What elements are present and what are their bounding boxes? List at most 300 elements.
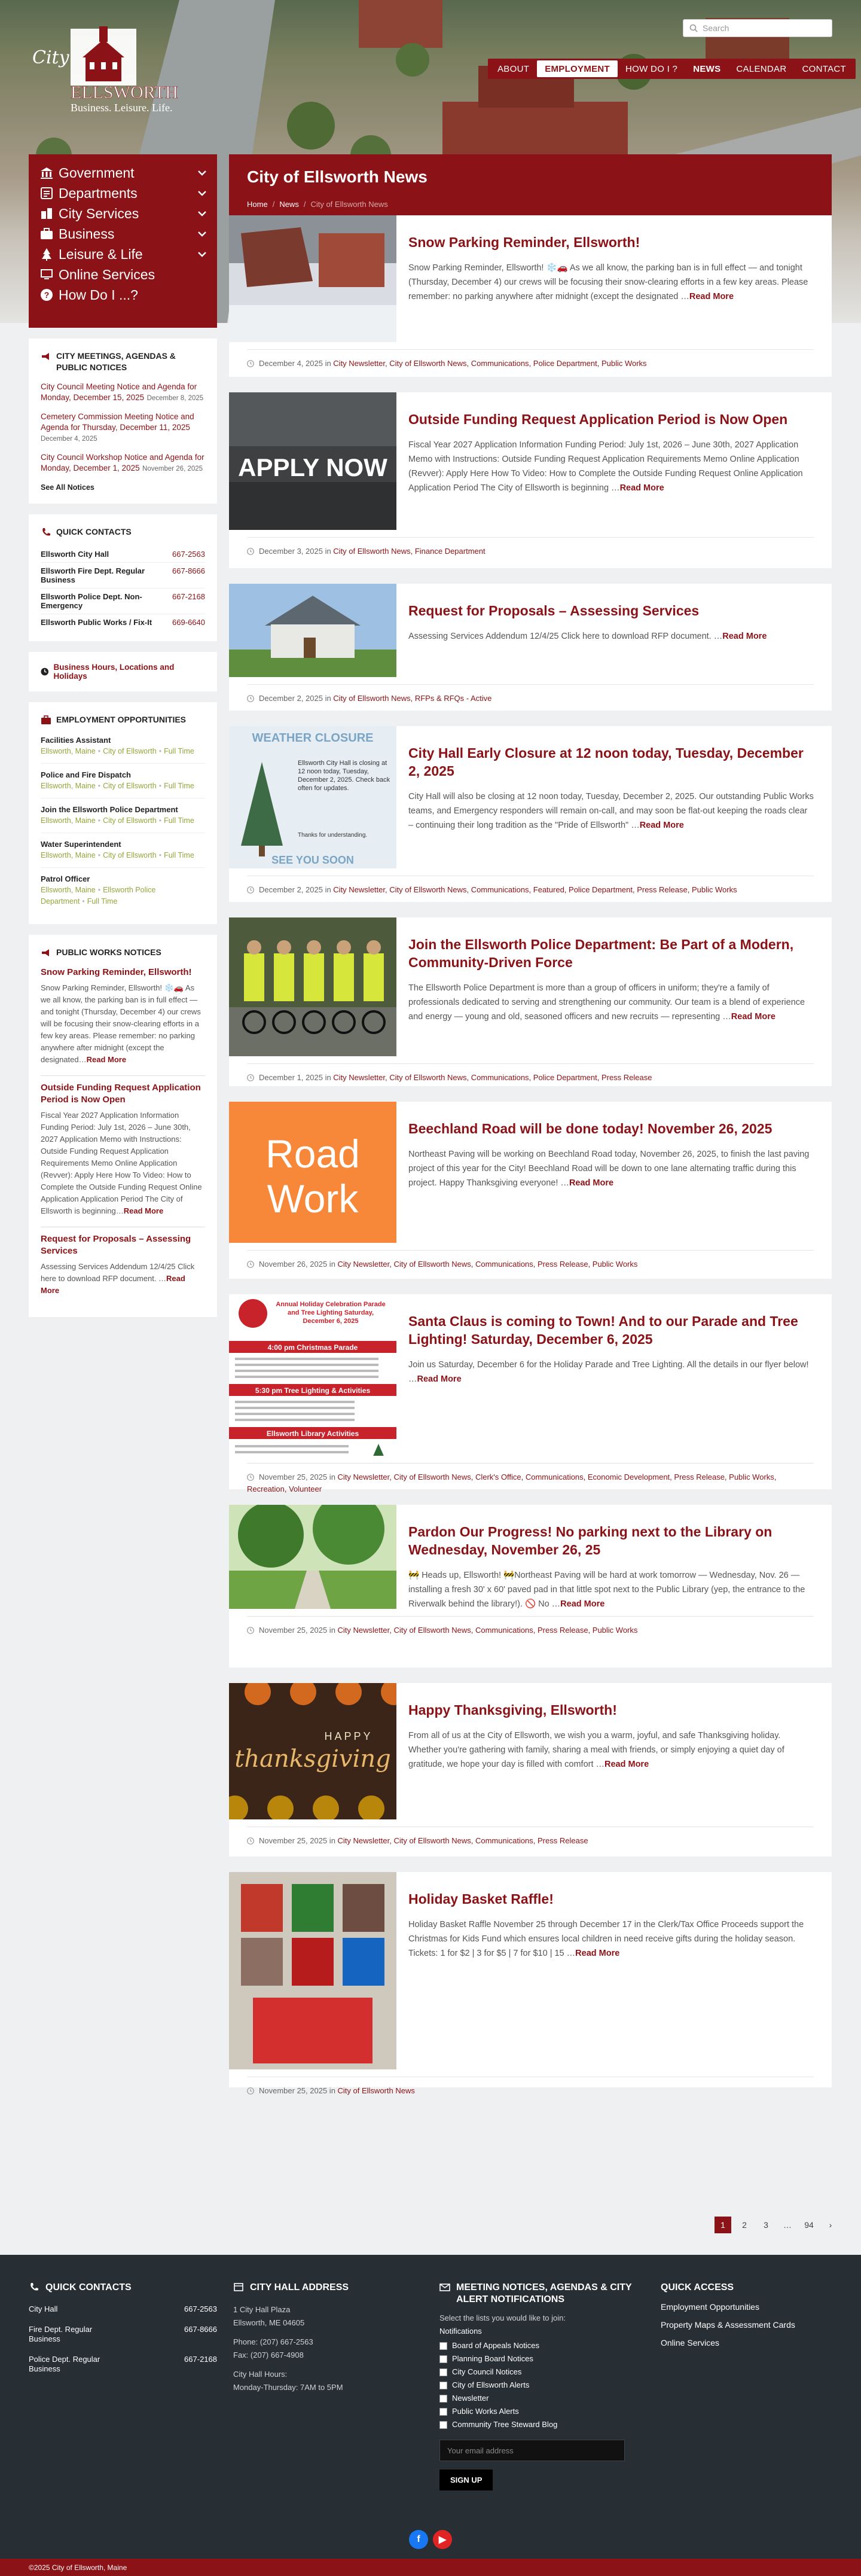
contact-phone[interactable]: 667-2563 bbox=[172, 550, 205, 559]
meeting-date: December 8, 2025 bbox=[146, 395, 204, 402]
separator: • bbox=[158, 851, 162, 859]
job-location: Ellsworth, Maine bbox=[41, 816, 96, 825]
notification-checkbox[interactable] bbox=[439, 2380, 637, 2391]
nav-contact[interactable]: CONTACT bbox=[802, 63, 846, 74]
excerpt-text: City Hall will also be closing at 12 noon today, Tuesday, December 2, 2025. Our outstanding Public Works teams, and Emergency responders will remain on-call, and may soon be flat-out keeping the roads clear – continuing their long tradition as the "Pride of Ellsworth" … bbox=[408, 792, 814, 830]
post-image[interactable] bbox=[229, 1683, 396, 1819]
notice-body: Snow Parking Reminder, Ellsworth! ❄️🚗 As we all know, the parking ban is in full effect — and tonight (Thursday, December 4) our crews will be focusing their snow-clearing efforts in a few key areas. Please remember: no parking anywhere after midnight (except the designated… bbox=[41, 983, 201, 1064]
widget-title: PUBLIC WORKS NOTICES bbox=[56, 947, 161, 957]
building-icon bbox=[233, 2282, 244, 2293]
post-title-link[interactable]: Request for Proposals – Assessing Services bbox=[408, 603, 700, 618]
library-lawn-photo bbox=[229, 1505, 396, 1609]
social-links bbox=[409, 2530, 452, 2549]
notice-title-link[interactable]: Outside Funding Request Application Period is Now Open bbox=[41, 1083, 201, 1105]
leisure-icon bbox=[39, 247, 54, 261]
divider bbox=[247, 349, 814, 350]
pagination bbox=[715, 2217, 839, 2233]
post-body bbox=[408, 1505, 814, 1611]
footer-title: MEETING NOTICES, AGENDAS & CITY ALERT NOTIFICATIONS bbox=[456, 2282, 632, 2304]
signup-button[interactable]: SIGN UP bbox=[439, 2470, 493, 2490]
business-icon bbox=[39, 227, 54, 241]
post-body bbox=[408, 215, 814, 304]
news-post bbox=[229, 215, 832, 377]
post-categories[interactable]: City Newsletter, City of Ellsworth News, Clerk's Office, Communications, Economic Development, Press Release, Public Works, Recreation, Volunteer bbox=[247, 1473, 777, 1493]
post-excerpt bbox=[408, 1917, 814, 1961]
post-body bbox=[408, 392, 814, 495]
chevron-down-icon bbox=[197, 228, 207, 239]
employment-widget bbox=[29, 702, 217, 924]
notice-body: Assessing Services Addendum 12/4/25 Click here to download RFP document. … bbox=[41, 1262, 195, 1283]
contact-row bbox=[41, 614, 205, 630]
notif-label: Notifications bbox=[439, 2327, 482, 2336]
post-date: November 25, 2025 bbox=[259, 1626, 328, 1635]
page-button[interactable]: 1 bbox=[715, 2217, 731, 2233]
separator: • bbox=[97, 816, 101, 825]
post-categories[interactable]: City Newsletter, City of Ellsworth News, Communications, Featured, Police Department, Press Release, Public Works bbox=[333, 885, 737, 894]
page-button[interactable]: … bbox=[783, 2220, 792, 2230]
notice-title-link[interactable]: Snow Parking Reminder, Ellsworth! bbox=[41, 967, 192, 977]
nav-news[interactable]: NEWS bbox=[693, 63, 721, 74]
contact-phone[interactable]: 667-2563 bbox=[184, 2304, 217, 2313]
post-body bbox=[408, 917, 814, 1024]
side-menu-label: Departments bbox=[59, 185, 138, 201]
read-more-link[interactable]: Read More bbox=[604, 1760, 649, 1769]
job-title-link[interactable]: Water Superintendent bbox=[41, 840, 121, 849]
excerpt-text: Snow Parking Reminder, Ellsworth! ❄️🚗 As we all know, the parking ban is in full effect — and tonight (Thursday, December 4) our crews will be focusing their snow-clearing efforts in a few key areas. Please remember: no parking anywhere after midnight (except the designated … bbox=[408, 263, 808, 301]
job-location: Ellsworth, Maine bbox=[41, 747, 96, 755]
list-item bbox=[41, 1076, 205, 1227]
footer bbox=[0, 2255, 861, 2559]
post-excerpt bbox=[408, 789, 814, 833]
post-image[interactable] bbox=[229, 1102, 396, 1243]
image-footer: SEE YOU SOON bbox=[271, 854, 354, 866]
post-image[interactable] bbox=[229, 584, 396, 677]
notice-title-link[interactable]: Request for Proposals – Assessing Services bbox=[41, 1234, 191, 1256]
clock-icon bbox=[41, 667, 49, 676]
post-excerpt bbox=[408, 629, 814, 644]
side-menu-label: Government bbox=[59, 164, 135, 181]
post-title-link[interactable]: Pardon Our Progress! No parking next to the Library on Wednesday, November 26, 25 bbox=[408, 1524, 773, 1557]
page-button[interactable]: 2 bbox=[742, 2220, 747, 2230]
checkbox[interactable] bbox=[439, 2382, 447, 2389]
page-header bbox=[229, 154, 832, 215]
post-title-link[interactable]: Holiday Basket Raffle! bbox=[408, 1891, 554, 1907]
news-post bbox=[229, 392, 832, 568]
divider bbox=[247, 537, 814, 538]
excerpt-text: From all of us at the City of Ellsworth, we wish you a warm, joyful, and safe Thanksgiving holiday. Whether you're gathering with family, sharing a meal with friends, or simply enjoying a quiet day of gratitude, we hope your day is filled with comfort … bbox=[408, 1731, 784, 1769]
notification-checkbox[interactable] bbox=[439, 2367, 637, 2377]
notification-checkbox[interactable] bbox=[439, 2340, 637, 2351]
side-menu-departments[interactable] bbox=[39, 183, 207, 203]
apply-now-image bbox=[229, 392, 396, 530]
quick-access-link[interactable]: Property Maps & Assessment Cards bbox=[661, 2320, 795, 2330]
list-item bbox=[41, 382, 205, 403]
clock-icon bbox=[247, 1627, 254, 1634]
widget-title: CITY MEETINGS, AGENDAS & PUBLIC NOTICES bbox=[56, 351, 176, 372]
checkbox-label: Planning Board Notices bbox=[452, 2354, 533, 2363]
news-post bbox=[229, 584, 832, 711]
read-more-link[interactable]: Read More bbox=[575, 1949, 620, 1958]
post-meta bbox=[247, 358, 814, 370]
holiday-parade-flyer bbox=[229, 1294, 396, 1456]
page-button[interactable]: 3 bbox=[764, 2220, 768, 2230]
excerpt-text: The Ellsworth Police Department is more than a group of officers in uniform; they're a family of professionals dedicated to serving and strengthening our community. Our team is a blend of experience and energy — young and old, seasoned officers and new recruits — representing … bbox=[408, 983, 805, 1022]
footer-contacts bbox=[29, 2282, 217, 2374]
post-title-link[interactable]: Outside Funding Request Application Period is Now Open bbox=[408, 411, 788, 427]
read-more-link[interactable]: Read More bbox=[639, 821, 684, 830]
clock-icon bbox=[247, 886, 254, 894]
envelope-icon bbox=[439, 2282, 450, 2293]
post-title-link[interactable]: Santa Claus is coming to Town! And to our Parade and Tree Lighting! Saturday, December 6, 2025 bbox=[408, 1313, 798, 1347]
contact-name: Ellsworth Public Works / Fix-It bbox=[41, 618, 152, 627]
post-meta bbox=[247, 545, 814, 557]
read-more-link[interactable]: Read More bbox=[41, 1274, 185, 1295]
facebook-icon[interactable]: f bbox=[409, 2530, 428, 2549]
post-body bbox=[408, 1294, 814, 1386]
news-post bbox=[229, 917, 832, 1086]
weather-closure-image bbox=[229, 726, 396, 868]
divider bbox=[247, 684, 814, 685]
footer-quick-access bbox=[661, 2282, 834, 2348]
city-services-icon bbox=[39, 206, 54, 221]
post-categories[interactable]: City of Ellsworth News bbox=[337, 2086, 415, 2095]
image-body: Ellsworth City Hall is closing at 12 noon today, Tuesday, December 2, 2025. Check back often for updates. bbox=[298, 760, 390, 792]
clock-icon bbox=[247, 695, 254, 702]
read-more-link[interactable]: Read More bbox=[123, 1206, 164, 1215]
post-image[interactable] bbox=[229, 1872, 396, 2069]
snowy-street-photo bbox=[229, 215, 396, 342]
post-date: November 26, 2025 bbox=[259, 1260, 328, 1269]
side-menu-label: Online Services bbox=[59, 266, 155, 282]
post-meta bbox=[247, 1471, 814, 1495]
clock-icon bbox=[247, 1474, 254, 1481]
contact-phone[interactable]: 667-8666 bbox=[184, 2325, 217, 2334]
contact-name: Ellsworth Fire Dept. Regular Business bbox=[41, 566, 145, 584]
contact-phone[interactable]: 669-6640 bbox=[172, 618, 205, 627]
side-menu-city-services[interactable] bbox=[39, 203, 207, 224]
meeting-date: November 26, 2025 bbox=[142, 465, 203, 472]
side-menu-label: Leisure & Life bbox=[59, 246, 143, 262]
divider bbox=[247, 1250, 814, 1251]
post-title-link[interactable]: Happy Thanksgiving, Ellsworth! bbox=[408, 1702, 617, 1718]
government-icon bbox=[39, 166, 54, 180]
footer-title: QUICK ACCESS bbox=[661, 2282, 734, 2293]
contact-row bbox=[29, 2355, 217, 2374]
list-item bbox=[41, 452, 205, 474]
side-menu-government[interactable] bbox=[39, 163, 207, 183]
post-title-link[interactable]: Join the Ellsworth Police Department: Be Part of a Modern, Community-Driven Force bbox=[408, 937, 794, 970]
chevron-down-icon bbox=[197, 208, 207, 219]
meeting-link[interactable]: City Council Workshop Notice and Agenda for Monday, December 1, 2025 bbox=[41, 453, 204, 472]
side-menu-label: How Do I ...? bbox=[59, 286, 138, 303]
chevron-down-icon bbox=[197, 188, 207, 199]
checkbox[interactable] bbox=[439, 2395, 447, 2403]
nav-employment[interactable]: EMPLOYMENT bbox=[537, 60, 618, 77]
contact-row bbox=[41, 563, 205, 589]
notification-checkbox[interactable] bbox=[439, 2354, 637, 2364]
post-image[interactable] bbox=[229, 392, 396, 530]
nav-calendar[interactable]: CALENDAR bbox=[736, 63, 787, 74]
post-categories[interactable]: City Newsletter, City of Ellsworth News, Communications, Press Release, Public Works bbox=[337, 1260, 638, 1269]
breadcrumb-news[interactable]: News bbox=[279, 200, 299, 209]
side-menu-label: Business bbox=[59, 225, 115, 242]
see-all-notices-link[interactable]: See All Notices bbox=[41, 483, 94, 492]
post-excerpt bbox=[408, 981, 814, 1024]
divider bbox=[247, 1063, 814, 1064]
job-meta bbox=[41, 815, 205, 827]
contact-name: Fire Dept. Regular Business bbox=[29, 2325, 93, 2343]
quick-access-link[interactable]: Employment Opportunities bbox=[661, 2302, 759, 2312]
breadcrumb-current: City of Ellsworth News bbox=[310, 200, 388, 209]
post-image[interactable] bbox=[229, 215, 396, 342]
separator: • bbox=[158, 782, 162, 790]
job-meta bbox=[41, 885, 205, 907]
quick-contacts-widget bbox=[29, 514, 217, 641]
post-categories[interactable]: City of Ellsworth News, RFPs & RFQs - Active bbox=[333, 694, 492, 703]
job-title-link[interactable]: Police and Fire Dispatch bbox=[41, 770, 131, 779]
copyright-text: ©2025 City of Ellsworth, Maine bbox=[29, 2563, 127, 2572]
breadcrumb: Home / News / City of Ellsworth News bbox=[247, 200, 388, 209]
excerpt-text: Assessing Services Addendum 12/4/25 Click here to download RFP document. … bbox=[408, 632, 723, 641]
checkbox-label: City of Ellsworth Alerts bbox=[452, 2380, 530, 2389]
read-more-link[interactable]: Read More bbox=[619, 483, 664, 493]
youtube-icon[interactable]: ▶ bbox=[433, 2530, 452, 2549]
post-categories[interactable]: City Newsletter, City of Ellsworth News, Communications, Police Department, Public Works bbox=[333, 359, 647, 368]
list-item bbox=[41, 961, 205, 1076]
post-meta bbox=[247, 1258, 814, 1270]
post-date: December 1, 2025 bbox=[259, 1073, 323, 1082]
megaphone-icon bbox=[41, 947, 51, 958]
clock-icon bbox=[247, 1261, 254, 1268]
post-categories[interactable]: City Newsletter, City of Ellsworth News, Communications, Police Department, Press Release bbox=[333, 1073, 652, 1082]
address-line: Ellsworth, ME 04605 bbox=[233, 2318, 305, 2327]
job-type: Full Time bbox=[87, 897, 118, 906]
image-text: APPLY NOW bbox=[238, 453, 387, 481]
checkbox-label: City Council Notices bbox=[452, 2367, 522, 2376]
checkbox-label: Newsletter bbox=[452, 2394, 489, 2403]
post-date: November 25, 2025 bbox=[259, 1473, 328, 1481]
contact-row bbox=[29, 2325, 217, 2344]
business-hours-link[interactable] bbox=[29, 652, 217, 691]
news-post bbox=[229, 1683, 832, 1856]
chevron-down-icon bbox=[197, 249, 207, 260]
job-location: Ellsworth, Maine bbox=[41, 851, 96, 859]
in-label: in bbox=[322, 885, 334, 894]
post-meta bbox=[247, 884, 814, 896]
post-date: December 4, 2025 bbox=[259, 359, 323, 368]
contact-row bbox=[41, 589, 205, 614]
job-title-link[interactable]: Join the Ellsworth Police Department bbox=[41, 805, 178, 814]
post-image[interactable] bbox=[229, 1294, 396, 1456]
side-menu-business[interactable] bbox=[39, 224, 207, 244]
contact-name: Police Dept. Regular Business bbox=[29, 2355, 100, 2373]
megaphone-icon bbox=[41, 351, 51, 362]
copyright-bar bbox=[0, 2559, 861, 2576]
image-thanks: Thanks for understanding. bbox=[298, 832, 368, 839]
job-meta bbox=[41, 850, 205, 861]
job-item bbox=[41, 798, 205, 833]
image-text: thanksgiving bbox=[234, 1745, 391, 1773]
read-more-link[interactable]: Read More bbox=[689, 292, 734, 301]
footer-title: QUICK CONTACTS bbox=[45, 2282, 132, 2293]
contact-row bbox=[29, 2304, 217, 2314]
contact-phone[interactable]: 667-2168 bbox=[172, 592, 205, 601]
checkbox[interactable] bbox=[439, 2421, 447, 2429]
list-item bbox=[41, 1227, 205, 1306]
checkbox[interactable] bbox=[439, 2342, 447, 2350]
notice-body: Fiscal Year 2027 Application Information Funding Period: July 1st, 2026 – June 30th, 2027 Application Memo with Instructions: Outside Funding Request Application Requirements Memo Online Application (Revver): Apply Here How To Video: How to Complete the Outside Funding Request Online Application Application Period The City of Ellsworth is beginning… bbox=[41, 1111, 202, 1215]
read-more-link[interactable]: Read More bbox=[731, 1012, 775, 1022]
breadcrumb-home[interactable]: Home bbox=[247, 200, 268, 209]
post-meta bbox=[247, 1835, 814, 1847]
separator: • bbox=[82, 897, 85, 906]
separator: • bbox=[158, 816, 162, 825]
phone-line: Phone: (207) 667-2563 bbox=[233, 2337, 313, 2346]
job-type: Full Time bbox=[164, 851, 194, 859]
search-placeholder: Search bbox=[703, 23, 729, 33]
post-excerpt bbox=[408, 261, 814, 304]
job-employer: City of Ellsworth bbox=[103, 782, 157, 790]
page-button[interactable]: 94 bbox=[804, 2220, 814, 2230]
side-menu bbox=[29, 154, 217, 328]
in-label: in bbox=[322, 1073, 334, 1082]
job-meta bbox=[41, 746, 205, 757]
nav-how-do-i[interactable]: HOW DO I ? bbox=[625, 63, 678, 74]
image-text: Road bbox=[265, 1132, 360, 1176]
svg-text:?: ? bbox=[44, 290, 50, 300]
divider bbox=[247, 1616, 814, 1617]
next-page-button[interactable]: › bbox=[829, 2220, 832, 2230]
post-body bbox=[408, 1102, 814, 1190]
business-hours-label: Business Hours, Locations and Holidays bbox=[53, 663, 175, 681]
image-subtitle: 5:30 pm Tree Lighting & Activities bbox=[255, 1386, 371, 1395]
excerpt-text: Northeast Paving will be working on Beechland Road today, November 26, 2025, to finish the last paving project of this year for the City! Beechland Road will be down to one lane alternating traffic during this project. Happy Thanksgiving everyone! … bbox=[408, 1150, 810, 1188]
separator: • bbox=[97, 851, 101, 859]
side-menu-online-services[interactable] bbox=[39, 264, 207, 285]
read-more-link[interactable]: Read More bbox=[569, 1178, 614, 1188]
city-logo[interactable] bbox=[29, 22, 181, 117]
read-more-link[interactable]: Read More bbox=[417, 1374, 462, 1384]
clock-icon bbox=[247, 1837, 254, 1845]
job-item bbox=[41, 868, 205, 913]
in-label: in bbox=[322, 359, 334, 368]
news-post bbox=[229, 1294, 832, 1493]
news-list bbox=[229, 215, 832, 2103]
clock-icon bbox=[247, 1074, 254, 1081]
job-title-link[interactable]: Patrol Officer bbox=[41, 874, 90, 883]
post-body bbox=[408, 1872, 814, 1961]
job-employer: City of Ellsworth bbox=[103, 851, 157, 859]
contact-name: City Hall bbox=[29, 2304, 58, 2313]
news-post bbox=[229, 1102, 832, 1279]
checkbox[interactable] bbox=[439, 2368, 447, 2376]
post-image[interactable] bbox=[229, 1505, 396, 1609]
post-excerpt bbox=[408, 1568, 814, 1611]
nav-about[interactable]: ABOUT bbox=[497, 63, 530, 74]
in-label: in bbox=[327, 1836, 338, 1845]
side-menu-leisure[interactable] bbox=[39, 244, 207, 264]
notification-lists bbox=[439, 2340, 637, 2430]
fax-line: Fax: (207) 667-4908 bbox=[233, 2351, 304, 2359]
email-placeholder: Your email address bbox=[447, 2446, 514, 2455]
read-more-link[interactable]: Read More bbox=[722, 632, 767, 641]
list-item bbox=[41, 411, 205, 444]
image-text: Work bbox=[267, 1176, 359, 1221]
contact-phone[interactable]: 667-8666 bbox=[172, 566, 205, 575]
police-officers-photo bbox=[229, 917, 396, 1056]
notification-checkbox[interactable] bbox=[439, 2406, 637, 2417]
email-field[interactable] bbox=[439, 2440, 625, 2461]
read-more-link[interactable]: Read More bbox=[560, 1599, 605, 1609]
post-title-link[interactable]: Snow Parking Reminder, Ellsworth! bbox=[408, 234, 640, 250]
meeting-link[interactable]: City Council Meeting Notice and Agenda for Monday, December 15, 2025 bbox=[41, 382, 197, 402]
question-icon bbox=[39, 288, 54, 302]
post-body bbox=[408, 1683, 814, 1772]
checkbox[interactable] bbox=[439, 2355, 447, 2363]
divider bbox=[247, 1463, 814, 1464]
quick-access-link[interactable]: Online Services bbox=[661, 2338, 720, 2348]
notification-checkbox[interactable] bbox=[439, 2419, 637, 2430]
job-item bbox=[41, 764, 205, 798]
online-services-icon bbox=[39, 267, 54, 282]
checkbox[interactable] bbox=[439, 2408, 447, 2416]
post-categories[interactable]: City Newsletter, City of Ellsworth News, Communications, Press Release, Public Works bbox=[337, 1626, 638, 1635]
address-line: 1 City Hall Plaza bbox=[233, 2305, 291, 2314]
excerpt-text: Fiscal Year 2027 Application Information Funding Period: July 1st, 2026 – June 30th, 2027 Application Memo with Instructions: Outside Funding Request Application Requirements Memo Online Application (Revver): Apply Here How To Video: How to Complete the Outside Funding Request Online Application Application Period The City of Ellsworth is beginning … bbox=[408, 440, 803, 493]
contact-row bbox=[41, 546, 205, 563]
post-image[interactable] bbox=[229, 917, 396, 1056]
job-title-link[interactable]: Facilities Assistant bbox=[41, 736, 111, 745]
image-text: HAPPY bbox=[324, 1730, 373, 1742]
side-menu-how-do-i[interactable] bbox=[39, 285, 207, 305]
meeting-link[interactable]: Cemetery Commission Meeting Notice and Agenda for Thursday, December 11, 2025 bbox=[41, 412, 194, 432]
contact-name: Ellsworth Police Dept. Non-Emergency bbox=[41, 592, 142, 610]
post-image[interactable] bbox=[229, 726, 396, 868]
excerpt-text: 🚧 Heads up, Ellsworth! 🚧Northeast Paving will be hard at work tomorrow — Wednesday, Nov. 26 — installing a fresh 30' x 60' paved pad in that little spot next to the Public Library (yep, the entrance to the Riverwalk behind the library!). 🚫 No … bbox=[408, 1571, 805, 1609]
footer-title: CITY HALL ADDRESS bbox=[250, 2282, 349, 2293]
job-employer: Ellsworth Police Department bbox=[41, 886, 156, 906]
post-excerpt bbox=[408, 1728, 814, 1772]
checkbox-label: Community Tree Steward Blog bbox=[452, 2420, 558, 2429]
post-title-link[interactable]: City Hall Early Closure at 12 noon today, Tuesday, December 2, 2025 bbox=[408, 745, 804, 779]
search-input[interactable] bbox=[683, 19, 832, 37]
phone-icon bbox=[41, 527, 51, 538]
post-date: December 2, 2025 bbox=[259, 885, 323, 894]
public-works-widget bbox=[29, 935, 217, 1317]
image-text: WEATHER CLOSURE bbox=[252, 731, 374, 745]
image-text: Annual Holiday Celebration Parade and Tree Lighting Saturday, December 6, 2025 bbox=[276, 1301, 386, 1325]
meeting-date: December 4, 2025 bbox=[41, 435, 97, 443]
news-post bbox=[229, 1505, 832, 1667]
post-categories[interactable]: City Newsletter, City of Ellsworth News, Communications, Press Release bbox=[337, 1836, 588, 1845]
excerpt-text: Holiday Basket Raffle November 25 through December 17 in the Clerk/Tax Office Proceeds support the Christmas for Kids Fund which ensures local children in need receive gifts during the holiday season. Tickets: 1 for $2 | 3 for $5 | 7 for $10 | 15 … bbox=[408, 1920, 804, 1958]
jobs-list bbox=[41, 729, 205, 913]
post-categories[interactable]: City of Ellsworth News, Finance Department bbox=[333, 547, 486, 556]
notification-checkbox[interactable] bbox=[439, 2393, 637, 2404]
post-date: December 2, 2025 bbox=[259, 694, 323, 703]
post-meta bbox=[247, 693, 814, 705]
in-label: in bbox=[322, 694, 334, 703]
post-body bbox=[408, 726, 814, 833]
thanksgiving-image bbox=[229, 1683, 396, 1819]
in-label: in bbox=[327, 1626, 338, 1635]
house-photo bbox=[229, 584, 396, 677]
contact-phone[interactable]: 667-2168 bbox=[184, 2355, 217, 2364]
post-title-link[interactable]: Beechland Road will be done today! November 26, 2025 bbox=[408, 1121, 773, 1136]
road-work-image bbox=[229, 1102, 396, 1243]
widget-title: EMPLOYMENT OPPORTUNITIES bbox=[56, 715, 187, 724]
read-more-link[interactable]: Read More bbox=[86, 1055, 127, 1064]
